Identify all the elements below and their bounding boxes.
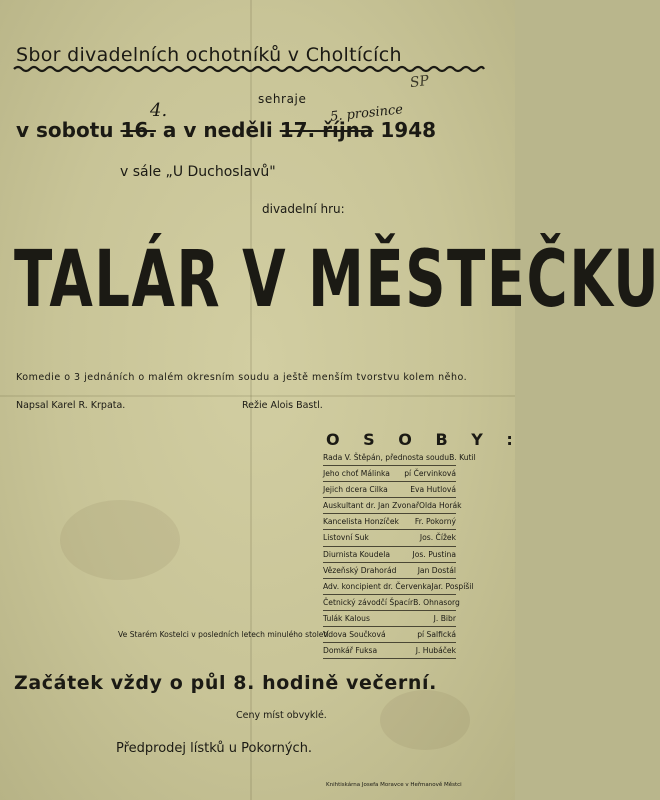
director-credit: Režie Alois Bastl. bbox=[242, 400, 323, 411]
cast-actor: B. Ohnasorg bbox=[413, 597, 460, 607]
presale-note: Předprodej lístků u Pokorných. bbox=[116, 741, 313, 756]
cast-role: Listovní Suk bbox=[323, 533, 369, 543]
cast-list bbox=[323, 450, 476, 659]
date-year: 1948 bbox=[380, 118, 437, 142]
wavy-underline bbox=[14, 64, 484, 74]
cast-row bbox=[323, 514, 456, 530]
venue: v sále „U Duchoslavů" bbox=[120, 164, 276, 180]
play-label: divadelní hru: bbox=[262, 202, 345, 216]
cast-role: Rada V. Štěpán, přednosta soudu bbox=[323, 453, 450, 462]
cast-row bbox=[323, 595, 460, 611]
cast-actor: Olda Horák bbox=[419, 501, 462, 511]
printer-credit: Knihtiskárna Josefa Moravce v Heřmanově Městci bbox=[326, 782, 462, 788]
cast-actor: Eva Hutlová bbox=[410, 485, 456, 495]
cast-actor: Fr. Pokorný bbox=[414, 517, 456, 527]
cast-role: Diurnista Koudela bbox=[323, 549, 390, 559]
cast-row bbox=[323, 450, 476, 466]
struck-date: 17. října bbox=[279, 118, 374, 142]
cast-row bbox=[323, 563, 456, 579]
paper-stain bbox=[380, 690, 470, 750]
paper-stain bbox=[60, 500, 180, 580]
cast-actor: Jar. Pospíšil bbox=[431, 581, 474, 591]
sehraje-label: sehraje bbox=[258, 92, 307, 106]
performance-date-line bbox=[16, 118, 436, 142]
cast-role: Četnický závodčí Špacír bbox=[323, 597, 414, 607]
date-prefix: v sobotu bbox=[16, 118, 114, 142]
cast-actor: J. Hubáček bbox=[415, 646, 456, 656]
cast-row bbox=[323, 482, 456, 498]
cast-row bbox=[323, 611, 456, 627]
cast-row bbox=[323, 627, 456, 643]
date-middle: a v neděli bbox=[162, 118, 273, 142]
cast-role: Jeho choť Málinka bbox=[323, 469, 390, 479]
cast-row bbox=[323, 547, 456, 563]
cast-row bbox=[323, 498, 462, 514]
play-description: Komedie o 3 jednáních o malém okresním soudu a ještě menším tvorstvu kolem něho. bbox=[16, 372, 468, 383]
handwritten-date: 5. prosince bbox=[329, 102, 404, 125]
cast-actor: Jos. Čížek bbox=[419, 533, 456, 543]
cast-role: Vězeňský Drahorád bbox=[323, 565, 397, 575]
cast-actor: pí Salfická bbox=[417, 630, 456, 640]
cast-actor: Jos. Pustina bbox=[412, 549, 456, 559]
cast-role: Vdova Součková bbox=[323, 630, 386, 640]
struck-day: 16. bbox=[120, 118, 156, 142]
cast-role: Tulák Kalous bbox=[323, 613, 370, 623]
start-time: Začátek vždy o půl 8. hodině večerní. bbox=[14, 672, 437, 694]
cast-row bbox=[323, 579, 474, 595]
cast-row bbox=[323, 466, 456, 482]
cast-row bbox=[323, 530, 456, 546]
cast-role: Jejich dcera Cilka bbox=[323, 485, 388, 495]
cast-actor: B. Kutil bbox=[449, 453, 476, 462]
cast-actor: J. Bibr bbox=[433, 613, 456, 623]
cast-row bbox=[323, 643, 456, 659]
cast-role: Adv. koncipient dr. Červenka bbox=[323, 581, 432, 591]
cast-actor: Jan Dostál bbox=[417, 565, 456, 575]
setting-note: Ve Starém Kostelci v posledních letech minulého století. bbox=[118, 630, 331, 639]
handwritten-note: SP bbox=[408, 72, 431, 92]
cast-role: Kancelista Honzíček bbox=[323, 517, 399, 527]
cast-actor: pí Červinková bbox=[404, 469, 456, 479]
theater-company-name: Sbor divadelních ochotníků v Choltících bbox=[16, 44, 402, 66]
author-credit: Napsal Karel R. Krpata. bbox=[16, 400, 126, 411]
play-title: TALÁR V MĚSTEČKU bbox=[14, 235, 660, 325]
fold-line-horizontal bbox=[0, 395, 515, 397]
prices-note: Ceny míst obvyklé. bbox=[236, 710, 327, 721]
cast-role: Domkář Fuksa bbox=[323, 646, 378, 656]
cast-heading: O S O B Y : bbox=[326, 430, 522, 449]
handwritten-day: 4. bbox=[150, 100, 168, 121]
cast-role: Auskultant dr. Jan Zvonař bbox=[323, 501, 420, 511]
